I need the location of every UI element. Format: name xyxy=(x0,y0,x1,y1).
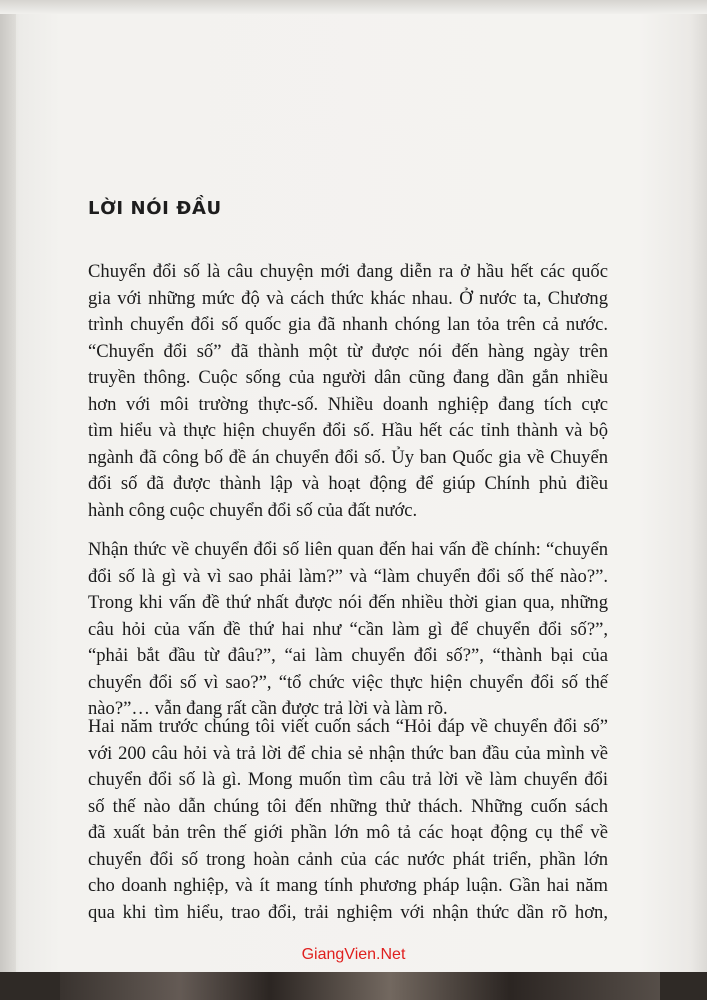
text-line: Nhận thức về chuyển đổi số liên quan đến hai vấn đề chính: “chuyển xyxy=(88,539,608,560)
text-line: “phải bắt đầu từ đâu?”, “ai làm chuyển đổi số?”, “thành bại của xyxy=(88,645,608,666)
text-line: chuyển đổi số vì sao?”, “tổ chức việc thực hiện chuyển đổi số thế xyxy=(88,671,608,693)
watermark-text: GiangVien.Net xyxy=(301,946,406,963)
text-line: gia với những mức độ và cách thức khác nhau. Ở nước ta, Chương xyxy=(88,287,608,309)
text-line: đã xuất bản trên thế giới phần lớn mô tả các hoạt động cụ thể về xyxy=(88,822,608,843)
text-line: số thế nào dẫn chúng tôi đến những thử thách. Những cuốn sách xyxy=(88,795,608,817)
text-line: ngành đã công bố đề án chuyển đổi số. Ủy ban Quốc gia về Chuyển xyxy=(88,446,608,468)
page-binding-shadow xyxy=(0,0,16,1000)
text-line: nào?”… vẫn đang rất cần được trả lời và làm rõ. xyxy=(88,698,448,719)
text-line: hơn với môi trường thực-số. Nhiều doanh nghiệp đang tích cực xyxy=(88,393,608,415)
text-line: đổi số là gì và vì sao phải làm?” và “làm chuyển đổi số thế nào?”. xyxy=(88,565,608,587)
page-bottom-edge xyxy=(0,972,707,1000)
page-stack-texture xyxy=(60,972,660,1000)
text-line: Trong khi vấn đề thứ nhất được nói đến nhiều thời gian qua, những xyxy=(88,592,608,613)
paragraph-3 xyxy=(88,714,608,926)
text-line: cho doanh nghiệp, và ít mang tính phương pháp luận. Gần hai năm xyxy=(88,875,608,896)
section-heading: LỜI NÓI ĐẦU xyxy=(88,198,222,219)
text-line: hành công cuộc chuyển đổi số của đất nước. xyxy=(88,499,418,521)
text-line: tìm hiểu và thực hiện chuyển đổi số. Hầu hết các tỉnh thành và bộ xyxy=(88,420,608,441)
text-line: với 200 câu hỏi và trả lời để chia sẻ nhận thức ban đầu của mình về xyxy=(88,742,608,764)
paragraph-2 xyxy=(88,537,608,723)
text-line: Hai năm trước chúng tôi viết cuốn sách “Hỏi đáp về chuyển đổi số” xyxy=(88,716,608,737)
text-line: trình chuyển đổi số quốc gia đã nhanh chóng lan tỏa trên cả nước. xyxy=(88,314,608,335)
text-line: qua khi tìm hiểu, trao đổi, trải nghiệm với nhận thức dần rõ hơn, xyxy=(88,901,608,923)
paragraph-1 xyxy=(88,259,608,524)
page-top-shadow xyxy=(0,0,707,14)
text-line: đổi số đã được thành lập và hoạt động để giúp Chính phủ điều xyxy=(88,473,608,494)
text-line: chuyển đổi số trong hoàn cảnh của các nước phát triển, phần lớn xyxy=(88,848,608,870)
text-line: Chuyển đổi số là câu chuyện mới đang diễn ra ở hầu hết các quốc xyxy=(88,261,608,282)
text-line: câu hỏi của vấn đề thứ hai như “cần làm gì để chuyển đổi số?”, xyxy=(88,618,608,640)
text-line: truyền thông. Cuộc sống của người dân cũng đang dần gắn nhiều xyxy=(88,367,608,388)
text-line: “Chuyển đổi số” đã thành một từ được nói đến hàng ngày trên xyxy=(88,340,608,362)
text-line: chuyển đổi số là gì. Mong muốn tìm câu trả lời về làm chuyển đổi xyxy=(88,769,608,790)
